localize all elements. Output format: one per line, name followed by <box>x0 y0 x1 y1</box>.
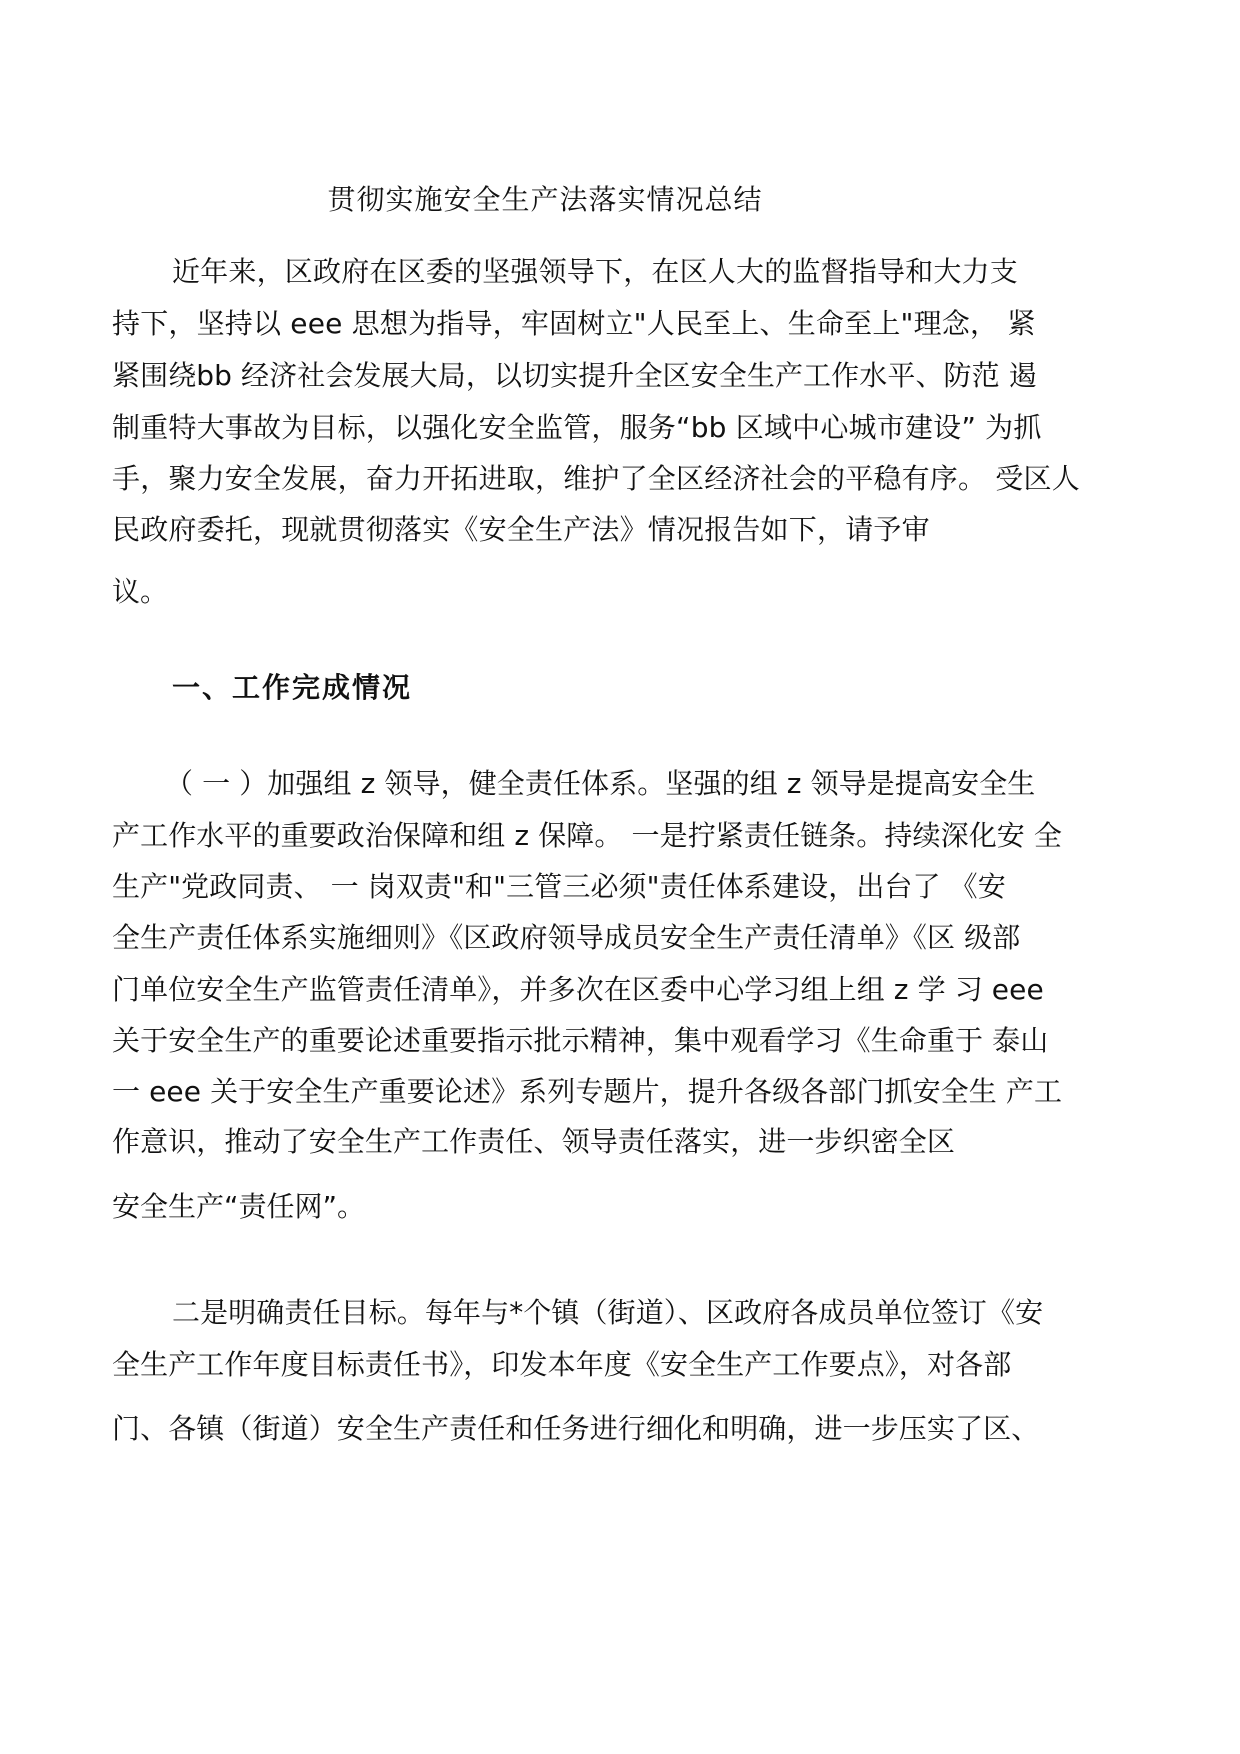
paragraph-line: 生产"党政同责、 一 岗双责"和"三管三必须"责任体系建设，出台了 《安 <box>112 870 1006 903</box>
paragraph-line: 关于安全生产的重要论述重要指示批示精神，集中观看学习《生命重于 泰山 <box>112 1024 1049 1057</box>
paragraph-line: 持下，坚持以 eee 思想为指导，牢固树立"人民至上、生命至上"理念， 紧 <box>112 307 1036 340</box>
paragraph-line: 产工作水平的重要政治保障和组 z 保障。 一是拧紧责任链条。持续深化安 全 <box>112 819 1063 852</box>
paragraph-line: 议。 <box>112 575 169 608</box>
paragraph-line: 手，聚力安全发展，奋力开拓进取，维护了全区经济社会的平稳有序。 受区人 <box>112 462 1080 495</box>
paragraph-line: 二是明确责任目标。每年与*个镇（街道）、区政府各成员单位签订《安 <box>172 1296 1044 1329</box>
paragraph-line: 近年来，区政府在区委的坚强领导下，在区人大的监督指导和大力支 <box>172 255 1019 288</box>
paragraph-line: 门、各镇（街道）安全生产责任和任务进行细化和明确，进一步压实了区、 <box>112 1412 1040 1445</box>
paragraph-line: 全生产工作年度目标责任书》，印发本年度《安全生产工作要点》，对各部 <box>112 1348 1012 1381</box>
document-title: 贯彻实施安全生产法落实情况总结 <box>327 183 763 216</box>
paragraph-line: 民政府委托，现就贯彻落实《安全生产法》情况报告如下，请予审 <box>112 513 930 546</box>
section-heading: 一、工作完成情况 <box>172 671 413 704</box>
paragraph-line: 门单位安全生产监管责任清单》，并多次在区委中心学习组上组 z 学 习 eee <box>112 973 1044 1006</box>
paragraph-line: 紧围绕bb 经济社会发展大局，以切实提升全区安全生产工作水平、防范 遏 <box>112 359 1037 392</box>
paragraph-line: （ 一 ）加强组 z 领导，健全责任体系。坚强的组 z 领导是提高安全生 <box>165 767 1036 800</box>
paragraph-line: 安全生产“责任网”。 <box>112 1190 366 1223</box>
paragraph-line: 作意识，推动了安全生产工作责任、领导责任落实，进一步织密全区 <box>112 1125 956 1158</box>
paragraph-line: 一 eee 关于安全生产重要论述》系列专题片，提升各级各部门抓安全生 产工 <box>112 1075 1063 1108</box>
paragraph-line: 全生产责任体系实施细则》《区政府领导成员安全生产责任清单》《区 级部 <box>112 921 1021 954</box>
paragraph-line: 制重特大事故为目标，以强化安全监管，服务“bb 区域中心城市建设” 为抓 <box>112 411 1042 444</box>
